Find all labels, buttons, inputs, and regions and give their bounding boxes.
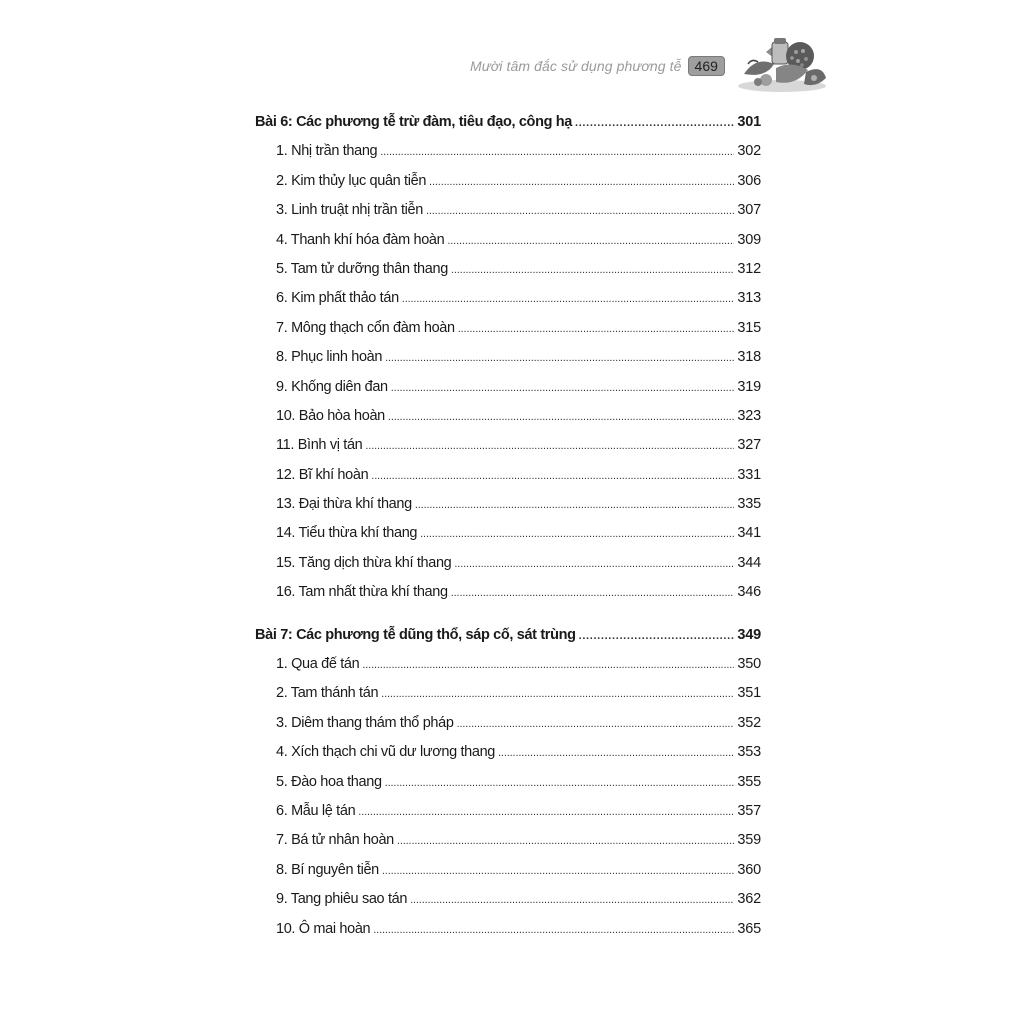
toc-entry[interactable] <box>255 255 761 284</box>
entry-page: 344 <box>737 554 761 571</box>
toc-entry[interactable] <box>255 885 761 914</box>
dot-leader <box>457 709 735 739</box>
entry-label: 7. Mông thạch cổn đàm hoàn <box>276 319 455 336</box>
entry-page: 306 <box>737 172 761 189</box>
entry-label: 2. Tam thánh tán <box>276 685 379 702</box>
entry-label: 4. Thanh khí hóa đàm hoàn <box>276 231 445 248</box>
dot-leader <box>420 519 734 549</box>
toc-entry[interactable] <box>255 709 761 738</box>
entry-label: 1. Qua đế tán <box>276 656 360 673</box>
dot-leader <box>391 373 735 403</box>
toc-entry[interactable] <box>255 519 761 548</box>
dot-leader <box>451 578 735 608</box>
entry-page: 355 <box>737 773 761 790</box>
toc-entry[interactable] <box>255 826 761 855</box>
toc-entry[interactable] <box>255 549 761 578</box>
entry-label: 8. Phục linh hoàn <box>276 349 383 366</box>
entry-label: 3. Diêm thang thám thổ pháp <box>276 714 454 731</box>
entry-label: 13. Đại thừa khí thang <box>276 496 412 513</box>
dot-leader <box>498 738 734 768</box>
entry-page: 357 <box>737 802 761 819</box>
toc-entry[interactable] <box>255 196 761 225</box>
entry-page: 319 <box>737 378 761 395</box>
dot-leader <box>385 343 734 373</box>
entry-page: 323 <box>737 407 761 424</box>
dot-leader <box>429 167 734 197</box>
toc-entry[interactable] <box>255 284 761 313</box>
dot-leader <box>365 431 734 461</box>
dot-leader <box>410 885 734 915</box>
toc-entry[interactable] <box>255 343 761 372</box>
toc-entry[interactable] <box>255 461 761 490</box>
entry-label: 8. Bí nguyên tiễn <box>276 861 379 878</box>
dot-leader <box>454 549 734 579</box>
section-page: 349 <box>737 626 761 643</box>
section-title: Bài 7: Các phương tễ dũng thổ, sáp cố, sát trùng <box>255 626 576 643</box>
dot-leader <box>447 226 734 256</box>
toc-entry[interactable] <box>255 431 761 460</box>
entry-label: 12. Bĩ khí hoàn <box>276 466 369 483</box>
toc-entry[interactable] <box>255 490 761 519</box>
dot-leader <box>381 679 734 709</box>
toc-entry[interactable] <box>255 137 761 166</box>
entry-page: 318 <box>737 349 761 366</box>
dot-leader <box>380 137 734 167</box>
section-title: Bài 6: Các phương tễ trừ đàm, tiêu đạo, công hạ <box>255 114 572 130</box>
entry-page: 309 <box>737 231 761 248</box>
entry-page: 351 <box>737 685 761 702</box>
toc-entry[interactable] <box>255 738 761 767</box>
table-of-contents <box>255 108 761 944</box>
toc-entry[interactable] <box>255 373 761 402</box>
herbal-ingredients-illustration <box>736 34 828 94</box>
entry-label: 2. Kim thủy lục quân tiễn <box>276 172 427 189</box>
entry-page: 350 <box>737 656 761 673</box>
entry-label: 3. Linh truật nhị trần tiễn <box>276 202 423 219</box>
entry-label: 1. Nhị trần thang <box>276 143 378 160</box>
toc-entry[interactable] <box>255 797 761 826</box>
dot-leader <box>362 650 734 680</box>
toc-entry[interactable] <box>255 578 761 607</box>
entry-page: 346 <box>737 584 761 601</box>
toc-section-heading[interactable] <box>255 621 761 650</box>
entry-page: 359 <box>737 832 761 849</box>
section-page: 301 <box>737 114 761 130</box>
dot-leader <box>458 314 735 344</box>
entry-label: 11. Bình vị tán <box>276 437 363 454</box>
toc-entry[interactable] <box>255 167 761 196</box>
entry-page: 341 <box>737 525 761 542</box>
toc-entry[interactable] <box>255 314 761 343</box>
dot-leader <box>371 461 734 491</box>
entry-page: 365 <box>737 920 761 937</box>
section-spacer <box>255 608 761 621</box>
entry-page: 307 <box>737 202 761 219</box>
toc-entry[interactable] <box>255 915 761 944</box>
entry-page: 335 <box>737 496 761 513</box>
entry-label: 5. Đào hoa thang <box>276 773 382 790</box>
dot-leader <box>385 768 735 798</box>
entry-label: 9. Khống diên đan <box>276 378 388 395</box>
entry-page: 327 <box>737 437 761 454</box>
dot-leader <box>388 402 735 432</box>
header-title: Mười tâm đắc sử dụng phương tễ <box>470 58 682 74</box>
entry-page: 352 <box>737 714 761 731</box>
entry-label: 10. Bảo hòa hoàn <box>276 407 385 424</box>
dot-leader <box>402 284 735 314</box>
entry-label: 10. Ô mai hoàn <box>276 920 371 937</box>
entry-label: 4. Xích thạch chi vũ dư lương thang <box>276 744 495 761</box>
toc-entry[interactable] <box>255 679 761 708</box>
entry-label: 16. Tam nhất thừa khí thang <box>276 584 448 601</box>
dot-leader <box>358 797 734 827</box>
toc-section-heading[interactable] <box>255 108 761 137</box>
entry-label: 5. Tam tử dưỡng thân thang <box>276 260 448 277</box>
entry-page: 302 <box>737 143 761 160</box>
dot-leader <box>373 915 734 945</box>
entry-label: 15. Tăng dịch thừa khí thang <box>276 554 452 571</box>
dot-leader <box>575 108 734 138</box>
toc-entry[interactable] <box>255 768 761 797</box>
dot-leader <box>426 196 734 226</box>
entry-page: 331 <box>737 466 761 483</box>
toc-entry[interactable] <box>255 856 761 885</box>
entry-page: 360 <box>737 861 761 878</box>
toc-entry[interactable] <box>255 650 761 679</box>
entry-page: 362 <box>737 891 761 908</box>
dot-leader <box>451 255 734 285</box>
entry-label: 6. Mẫu lệ tán <box>276 802 356 819</box>
dot-leader <box>397 826 735 856</box>
running-header <box>470 56 725 76</box>
entry-label: 7. Bá tử nhân hoàn <box>276 832 394 849</box>
entry-label: 6. Kim phất thảo tán <box>276 290 399 307</box>
entry-label: 14. Tiểu thừa khí thang <box>276 525 418 542</box>
entry-page: 315 <box>737 319 761 336</box>
toc-entry[interactable] <box>255 226 761 255</box>
page-number-badge: 469 <box>688 56 725 76</box>
dot-leader <box>415 490 735 520</box>
dot-leader <box>579 621 735 651</box>
entry-page: 313 <box>737 290 761 307</box>
entry-page: 353 <box>737 744 761 761</box>
entry-label: 9. Tang phiêu sao tán <box>276 891 408 908</box>
toc-entry[interactable] <box>255 402 761 431</box>
dot-leader <box>382 856 735 886</box>
entry-page: 312 <box>737 260 761 277</box>
